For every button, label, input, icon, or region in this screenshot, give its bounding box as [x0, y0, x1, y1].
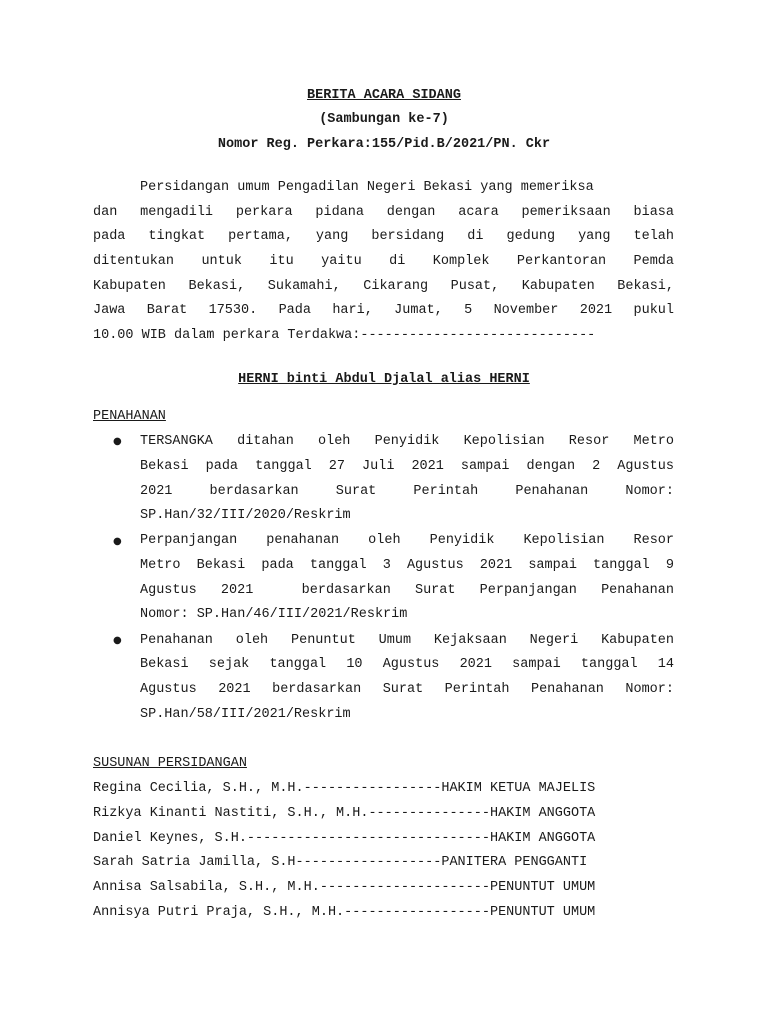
- panel-row: Sarah Satria Jamilla, S.H------------------PANITERA PENGGANTI: [93, 855, 588, 870]
- bullet-icon: ●: [113, 436, 122, 447]
- intro-line: Jawa Barat 17530. Pada hari, Jumat, 5 November 2021 pukul: [93, 303, 674, 318]
- defendant-name: HERNI binti Abdul Djalal alias HERNI: [238, 372, 530, 387]
- list-item-line: SP.Han/58/III/2021/Reskrim: [140, 707, 351, 722]
- list-item-line: SP.Han/32/III/2020/Reskrim: [140, 508, 351, 523]
- intro-line: dan mengadili perkara pidana dengan acara pemeriksaan biasa: [93, 205, 674, 220]
- list-item-line: Perpanjangan penahanan oleh Penyidik Kepolisian Resor: [140, 533, 674, 548]
- list-item-line: Metro Bekasi pada tanggal 3 Agustus 2021 sampai tanggal 9: [140, 558, 674, 573]
- case-number: Nomor Reg. Perkara:155/Pid.B/2021/PN. Ckr: [217, 137, 551, 152]
- intro-line: Persidangan umum Pengadilan Negeri Bekasi yang memeriksa: [140, 180, 594, 195]
- panel-row: Daniel Keynes, S.H.------------------------------HAKIM ANGGOTA: [93, 831, 596, 846]
- intro-line: ditentukan untuk itu yaitu di Komplek Perkantoran Pemda: [93, 254, 674, 269]
- bullet-icon: ●: [113, 635, 122, 646]
- document-title: BERITA ACARA SIDANG: [307, 88, 461, 103]
- list-item-line: Agustus 2021 berdasarkan Surat Perintah Penahanan Nomor:: [140, 682, 674, 697]
- intro-line: Kabupaten Bekasi, Sukamahi, Cikarang Pusat, Kabupaten Bekasi,: [93, 279, 674, 294]
- list-item-line: Agustus 2021 berdasarkan Surat Perpanjangan Penahanan: [140, 583, 674, 598]
- panel-row: Annisa Salsabila, S.H., M.H.---------------------PENUNTUT UMUM: [93, 880, 596, 895]
- list-item-line: Penahanan oleh Penuntut Umum Kejaksaan Negeri Kabupaten: [140, 633, 674, 648]
- list-item-line: Nomor: SP.Han/46/III/2021/Reskrim: [140, 607, 408, 622]
- bullet-icon: ●: [113, 536, 122, 547]
- panel-heading: SUSUNAN PERSIDANGAN: [93, 756, 247, 771]
- list-item-line: TERSANGKA ditahan oleh Penyidik Kepolisian Resor Metro: [140, 434, 674, 449]
- panel-row: Regina Cecilia, S.H., M.H.-----------------HAKIM KETUA MAJELIS: [93, 781, 596, 796]
- panel-row: Annisya Putri Praja, S.H., M.H.------------------PENUNTUT UMUM: [93, 905, 596, 920]
- intro-line: 10.00 WIB dalam perkara Terdakwa:-----------------------------: [93, 328, 596, 343]
- detention-heading: PENAHANAN: [93, 409, 166, 424]
- document-subtitle: (Sambungan ke-7): [319, 112, 449, 127]
- panel-row: Rizkya Kinanti Nastiti, S.H., M.H.---------------HAKIM ANGGOTA: [93, 806, 596, 821]
- list-item-line: Bekasi pada tanggal 27 Juli 2021 sampai dengan 2 Agustus: [140, 459, 674, 474]
- list-item-line: 2021 berdasarkan Surat Perintah Penahanan Nomor:: [140, 484, 674, 499]
- list-item-line: Bekasi sejak tanggal 10 Agustus 2021 sampai tanggal 14: [140, 657, 674, 672]
- intro-line: pada tingkat pertama, yang bersidang di gedung yang telah: [93, 229, 674, 244]
